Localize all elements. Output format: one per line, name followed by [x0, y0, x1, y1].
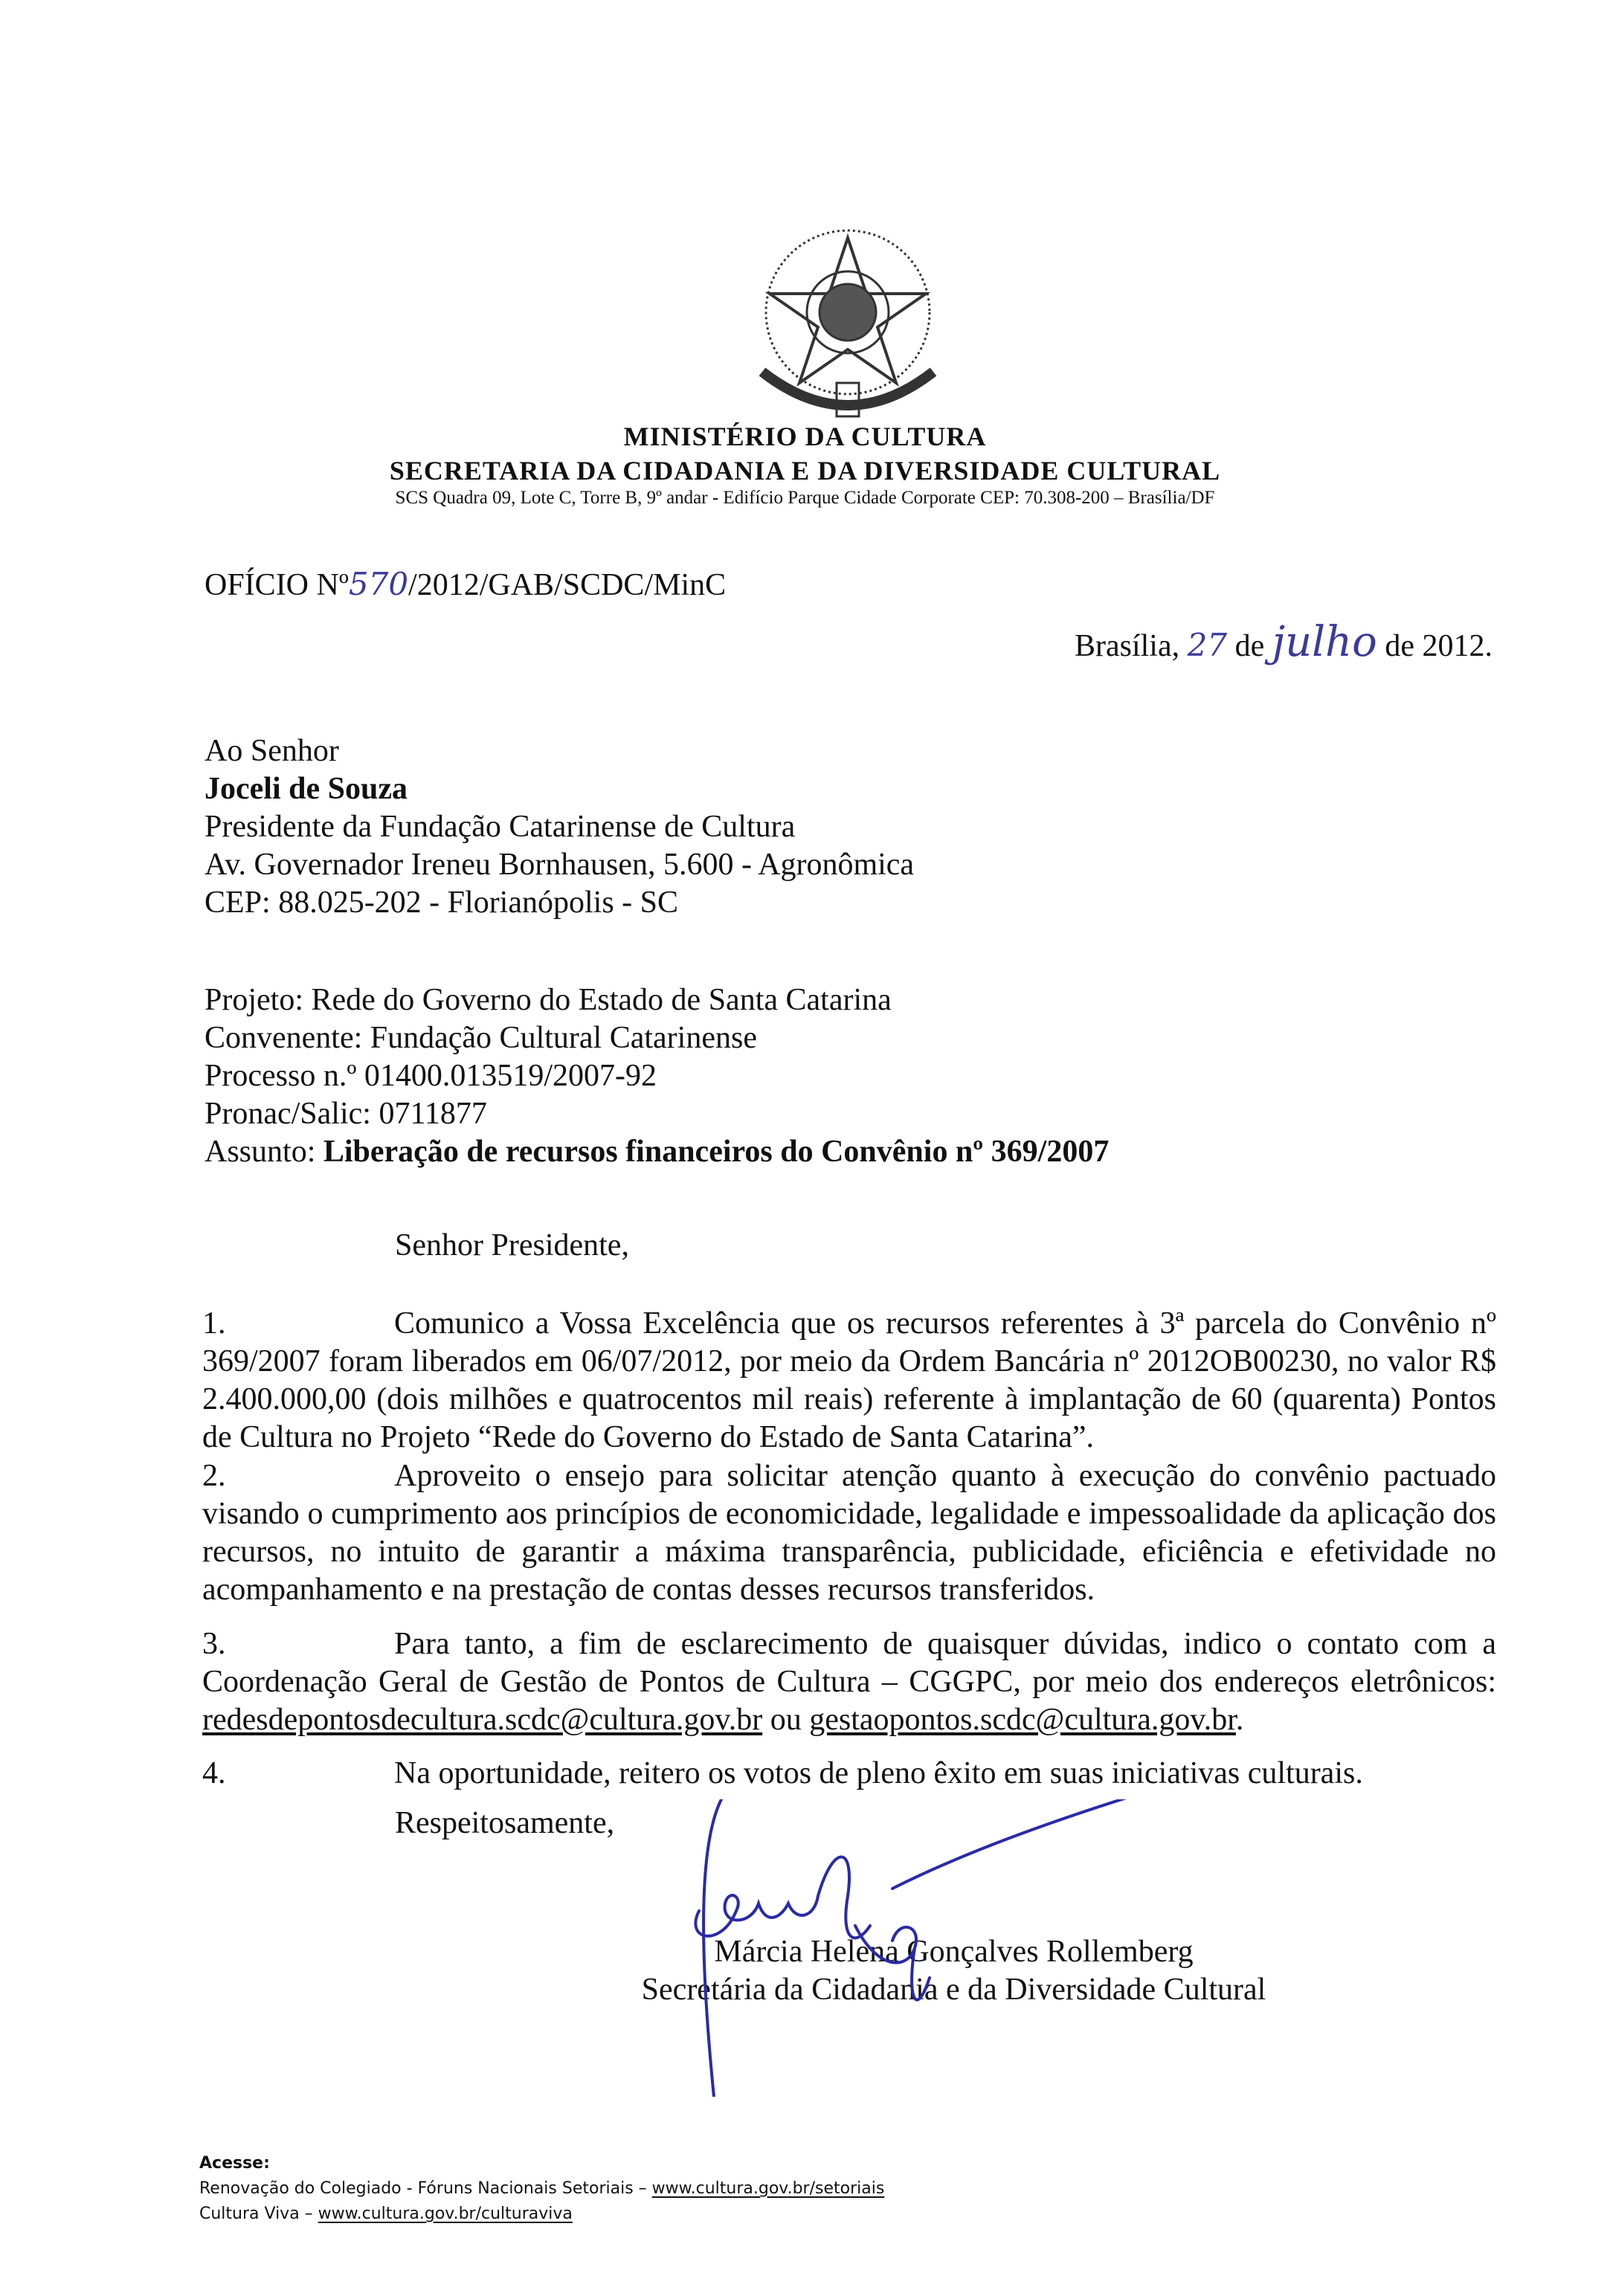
date-city: Brasília, [1074, 629, 1180, 663]
footer-line-culturaviva [199, 2202, 884, 2227]
paragraph-text: Na oportunidade, reitero os votos de pleno êxito em suas iniciativas culturais. [394, 1756, 1363, 1790]
handwritten-month: julho [1272, 618, 1377, 666]
project-block [205, 981, 1498, 1171]
signer-name: Márcia Helena Gonçalves Rollemberg [714, 1935, 1194, 1969]
project-processo: Processo n.º 01400.013519/2007-92 [205, 1059, 657, 1093]
culturaviva-link[interactable]: www.cultura.gov.br/culturaviva [318, 2205, 573, 2223]
recipient-name: Joceli de Souza [205, 772, 408, 806]
paragraph-4 [202, 1755, 1496, 1793]
paragraph-text: ou [762, 1703, 810, 1737]
assunto-label: Assunto: [205, 1135, 323, 1169]
project-pronac: Pronac/Salic: 0711877 [205, 1097, 487, 1131]
recipient-address: Av. Governador Ireneu Bornhausen, 5.600 - Agronômica [205, 848, 915, 882]
footer-line-setoriais [199, 2176, 884, 2202]
oficio-suffix: /2012/GAB/SCDC/MinC [408, 568, 727, 602]
paragraph-text: Para tanto, a fim de esclarecimento de quaisquer dúvidas, indico o contato com a Coordenação Geral de Gestão de Pontos de Cultura – CGGPC, por meio dos endereços eletrônicos: [202, 1627, 1496, 1699]
paragraph-number: 1. [202, 1306, 226, 1341]
email-link-gestao[interactable]: gestaopontos.scdc@cultura.gov.br [809, 1703, 1236, 1737]
paragraph-text: Comunico a Vossa Excelência que os recursos referentes à 3ª parcela do Convênio nº 369/2007 foram liberados em 06/07/2012, por meio da Ordem Bancária nº 2012OB00230, no valor R$ 2.400.000,00 (dois milhões e quatrocentos mil reais) referente à implantação de 60 (quarenta) Pontos de Cultura no Projeto “Rede do Governo do Estado de Santa Catarina”. [202, 1306, 1496, 1454]
header-address: SCS Quadra 09, Lote C, Torre B, 9º andar - Edifício Parque Cidade Corporate CEP: 70.308-200 – Brasília/DF [395, 488, 1215, 508]
greeting: Senhor Presidente, [395, 1228, 629, 1263]
project-name: Projeto: Rede do Governo do Estado de Santa Catarina [205, 983, 892, 1017]
footer-text: Renovação do Colegiado - Fóruns Nacionais Setoriais – [199, 2179, 652, 2198]
handwritten-day: 27 [1187, 627, 1228, 663]
date-line [1074, 618, 1493, 666]
footer [199, 2151, 884, 2227]
paragraph-number: 4. [202, 1756, 226, 1790]
email-link-redes[interactable]: redesdepontosdecultura.scdc@cultura.gov.br [202, 1703, 763, 1737]
ministry-title: MINISTÉRIO DA CULTURA [623, 422, 987, 451]
paragraph-1 [202, 1305, 1496, 1457]
footer-label: Acesse: [199, 2154, 270, 2173]
paragraph-text: . [1235, 1703, 1244, 1737]
recipient-salutation: Ao Senhor [205, 734, 339, 768]
recipient-title: Presidente da Fundação Catarinense de Cultura [205, 810, 796, 844]
project-assunto [205, 1133, 1498, 1171]
paragraph-number: 2. [202, 1459, 226, 1493]
setoriais-link[interactable]: www.cultura.gov.br/setoriais [651, 2179, 885, 2198]
handwritten-signature [669, 1799, 1175, 2097]
signer-title: Secretária da Cidadania e da Diversidade Cultural [641, 1973, 1266, 2007]
project-convenente: Convenente: Fundação Cultural Catarinense [205, 1021, 757, 1055]
coat-of-arms-emblem [744, 223, 952, 428]
paragraph-text: Aproveito o ensejo para solicitar atenção quanto à execução do convênio pactuado visando o cumprimento aos princípios de economicidade, legalidade e impessoalidade da aplicação dos recursos, no intuito de garantir a máxima transparência, publicidade, eficiência e efetividade no acompanhamento e na prestação de contas desses recursos transferidos. [202, 1459, 1496, 1607]
handwritten-number: 570 [348, 566, 409, 602]
oficio-prefix: OFÍCIO Nº [205, 568, 349, 602]
recipient-block [205, 732, 1498, 922]
closing: Respeitosamente, [395, 1806, 615, 1840]
secretariat-title: SECRETARIA DA CIDADANIA E DA DIVERSIDADE CULTURAL [389, 456, 1221, 486]
footer-text: Cultura Viva – [199, 2205, 318, 2223]
paragraph-3 [202, 1625, 1496, 1739]
paragraph-number: 3. [202, 1627, 226, 1661]
date-de: de [1234, 629, 1265, 663]
date-year: de 2012. [1385, 629, 1493, 663]
assunto-text: Liberação de recursos financeiros do Convênio nº 369/2007 [323, 1135, 1110, 1169]
recipient-cep: CEP: 88.025-202 - Florianópolis - SC [205, 886, 679, 920]
oficio-number [205, 565, 726, 604]
paragraph-2 [202, 1457, 1496, 1609]
